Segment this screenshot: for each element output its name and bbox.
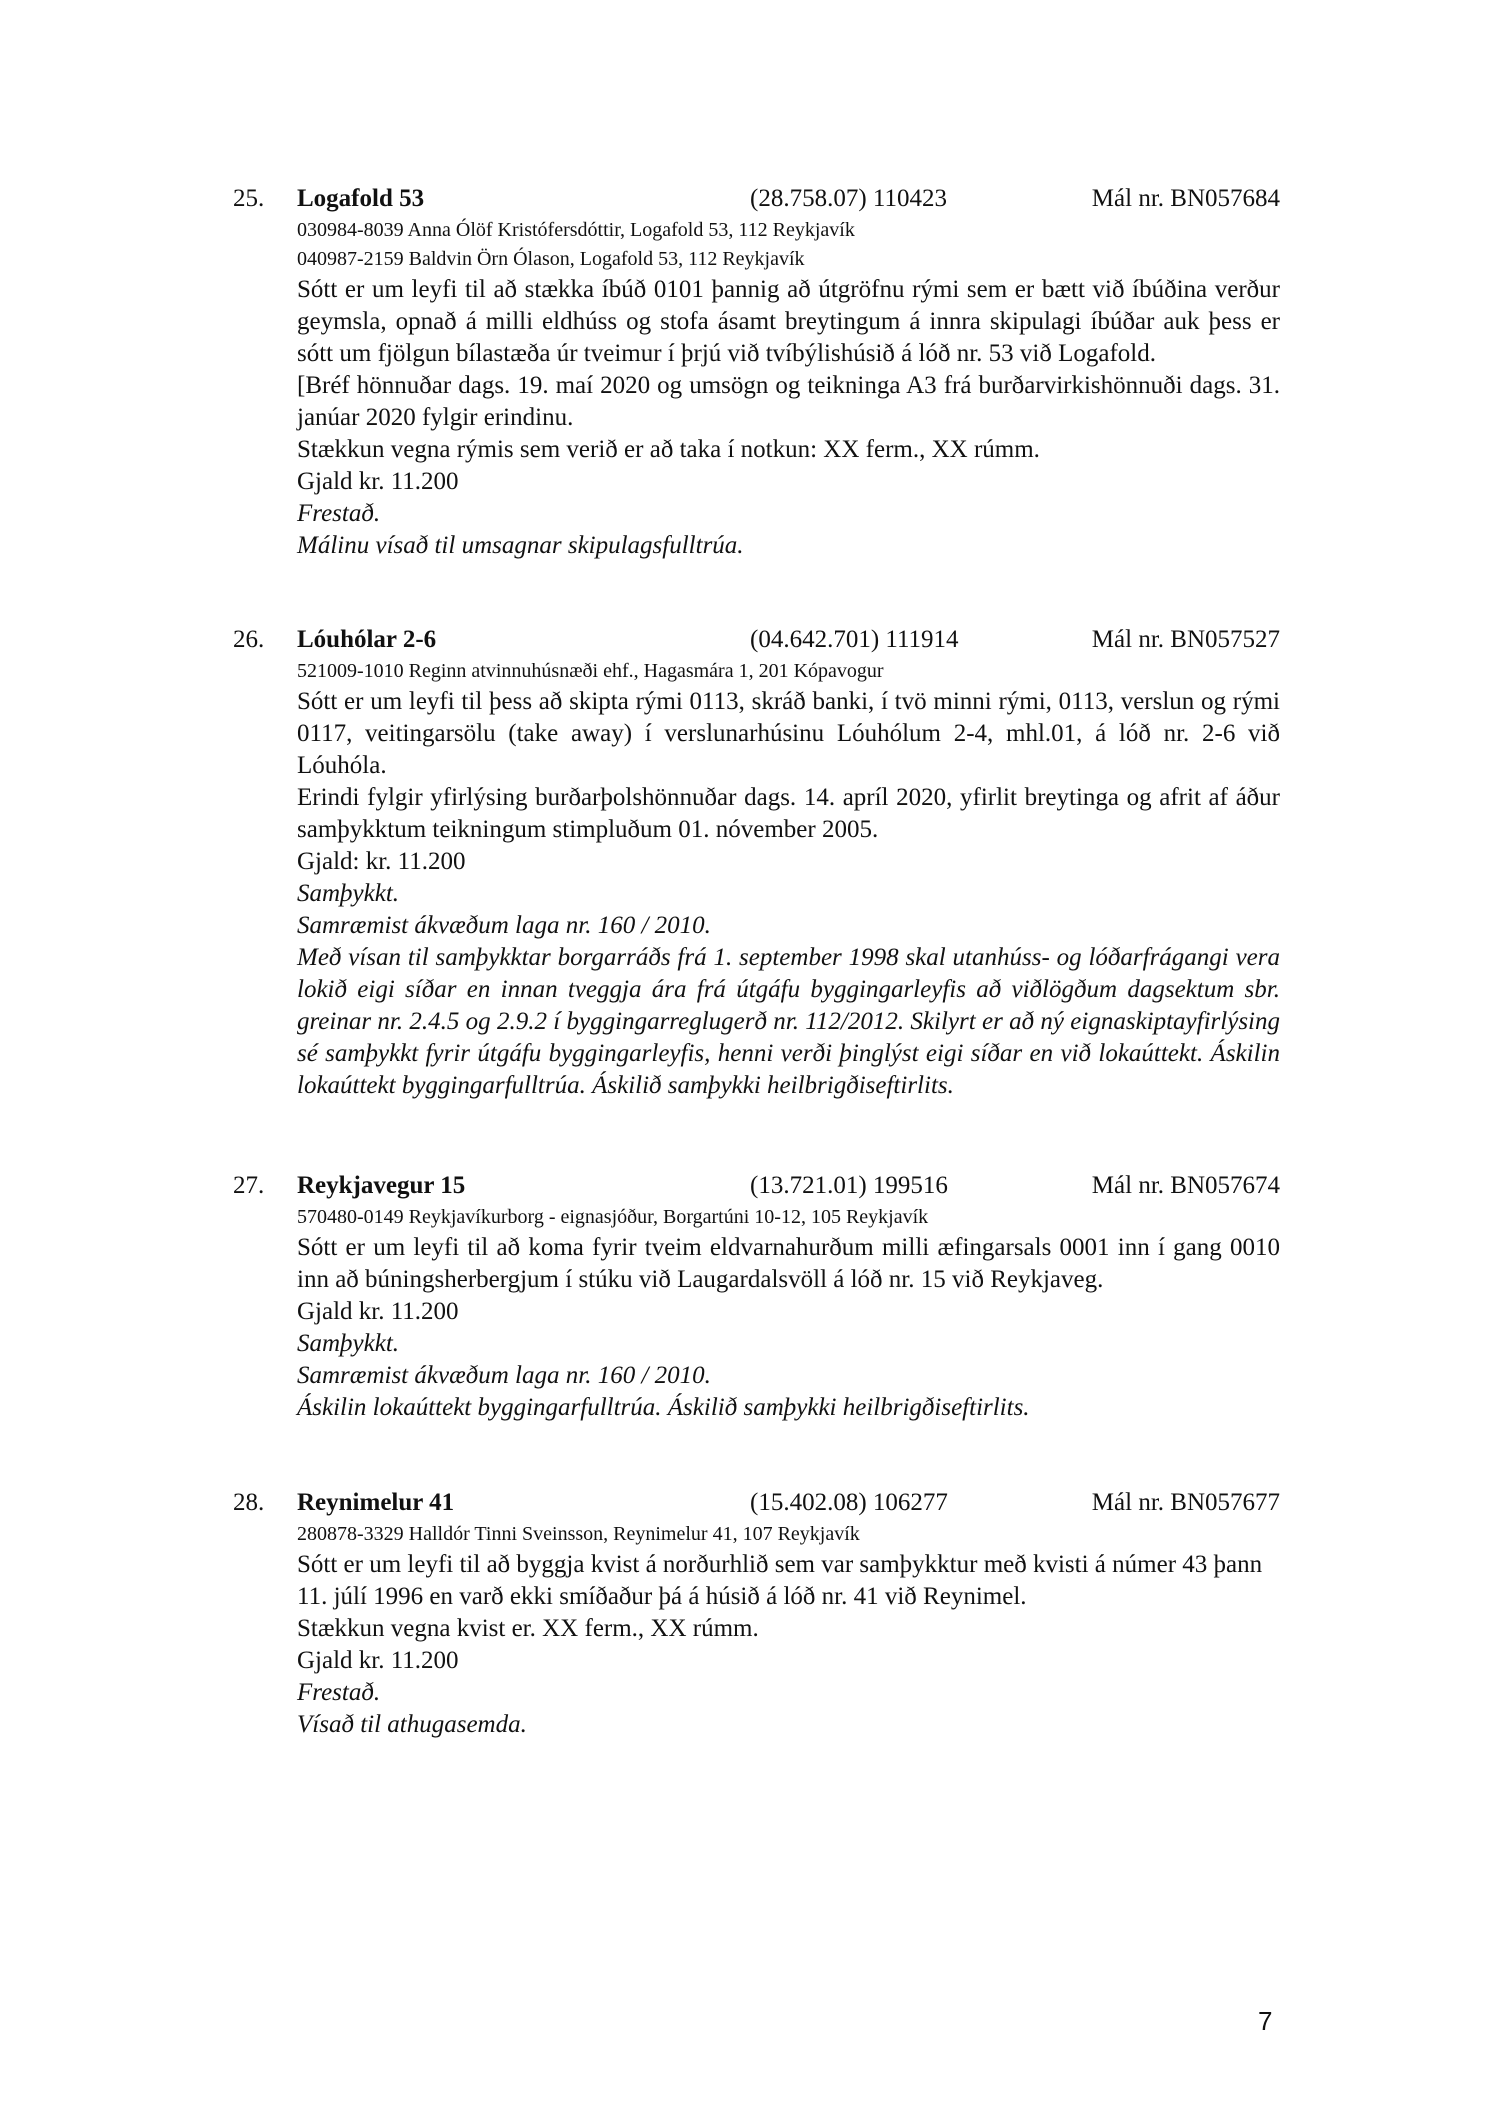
enlargement-note: Stækkun vegna rýmis sem verið er að taka í notkun: XX ferm., XX rúmm. (297, 436, 1040, 463)
case-number: Mál nr. BN057527 (1091, 626, 1280, 653)
entry-header (233, 1169, 1280, 1203)
case-entry-28 (233, 1486, 1280, 1741)
decision-notes: Vísað til athugasemda. (297, 1711, 527, 1738)
attachments-note: Erindi fylgir yfirlýsing burðarþolshönnuðar dags. 14. apríl 2020, yfirlit breytinga og afrit af áður samþykktum teikningum stimpluðum 01. nóvember 2005. (297, 784, 1280, 843)
case-number: Mál nr. BN057674 (1091, 1172, 1280, 1199)
conformity-note: Samræmist ákvæðum laga nr. 160 / 2010. (297, 912, 711, 939)
entry-number: 27. (233, 1172, 265, 1199)
entry-number: 26. (233, 626, 265, 653)
applicant-line: 030984-8039 Anna Ólöf Kristófersdóttir, Logafold 53, 112 Reykjavík (297, 219, 855, 241)
entry-body (297, 1203, 1280, 1424)
decision: Frestað. (297, 1679, 381, 1706)
applicant-line: 570480-0149 Reykjavíkurborg - eignasjóður, Borgartúni 10-12, 105 Reykjavík (297, 1206, 929, 1228)
land-number: (13.721.01) 199516 (750, 1172, 948, 1199)
applicant-line: 521009-1010 Reginn atvinnuhúsnæði ehf., Hagasmára 1, 201 Kópavogur (297, 660, 884, 682)
decision: Frestað. (297, 500, 381, 527)
entry-body (297, 216, 1280, 562)
applicant-line: 040987-2159 Baldvin Örn Ólason, Logafold 53, 112 Reykjavík (297, 248, 805, 270)
fee: Gjald kr. 11.200 (297, 468, 459, 495)
case-entry-27 (233, 1169, 1280, 1424)
application-description: Sótt er um leyfi til að koma fyrir tveim eldvarnahurðum milli æfingarsals 0001 inn í gang 0010 inn að búningsherbergjum í stúku við Laugardalsvöll á lóð nr. 15 við Reykjaveg. (297, 1234, 1280, 1293)
application-description: Sótt er um leyfi til þess að skipta rými 0113, skráð banki, í tvö minni rými, 0113, verslun og rými 0117, veitingarsölu (take away) í verslunarhúsinu Lóuhólum 2-4, mhl.01, á lóð nr. 2-6 við Lóuhóla. (297, 688, 1280, 779)
entry-number: 25. (233, 185, 265, 212)
decision-notes: Málinu vísað til umsagnar skipulagsfulltrúa. (297, 532, 744, 559)
application-description: Sótt er um leyfi til að stækka íbúð 0101 þannig að útgröfnu rými sem er bætt við íbúðina verður geymsla, opnað á milli eldhúss og stofa ásamt breytingum á innra skipulagi íbúðar auk þess er sótt um fjölgun bílastæða úr tveimur í þrjú við tvíbýlishúsið á lóð nr. 53 við Logafold. (297, 276, 1280, 367)
case-number: Mál nr. BN057677 (1091, 1489, 1280, 1516)
fee: Gjald: kr. 11.200 (297, 848, 466, 875)
decision: Samþykkt. (297, 1330, 400, 1357)
property-address: Lóuhólar 2-6 (297, 626, 437, 653)
land-number: (28.758.07) 110423 (750, 185, 947, 212)
decision-notes: Áskilin lokaúttekt byggingarfulltrúa. Áskilið samþykki heilbrigðiseftirlits. (297, 1394, 1030, 1421)
attachments-note: [Bréf hönnuðar dags. 19. maí 2020 og umsögn og teikninga A3 frá burðarvirkishönnuði dags. 31. janúar 2020 fylgir erindinu. (297, 372, 1280, 431)
page-number: 7 (1258, 2006, 1273, 2036)
case-entry-26 (233, 623, 1280, 1102)
land-number: (15.402.08) 106277 (750, 1489, 948, 1516)
fee: Gjald kr. 11.200 (297, 1647, 459, 1674)
decision-notes: Með vísan til samþykktar borgarráðs frá 1. september 1998 skal utanhúss- og lóðarfrágangi vera lokið eigi síðar en innan tveggja ára frá útgáfu byggingarleyfis að viðlögðum dagsektum sbr. greinar nr. 2.4.5 og 2.9.2 í byggingarreglugerð nr. 112/2012. Skilyrt er að ný eignaskiptayfirlýsing sé samþykkt fyrir útgáfu byggingarleyfis, henni verði þinglýst eigi síðar en við lokaúttekt. Áskilin lokaúttekt byggingarfulltrúa. Áskilið samþykki heilbrigðiseftirlits. (297, 944, 1280, 1099)
property-address: Logafold 53 (297, 185, 425, 212)
property-address: Reynimelur 41 (297, 1489, 455, 1516)
entry-header (233, 1486, 1280, 1520)
case-number: Mál nr. BN057684 (1091, 185, 1280, 212)
entry-header (233, 182, 1280, 216)
entry-header (233, 623, 1280, 657)
entry-number: 28. (233, 1489, 265, 1516)
applicant-line: 280878-3329 Halldór Tinni Sveinsson, Reynimelur 41, 107 Reykjavík (297, 1523, 860, 1545)
conformity-note: Samræmist ákvæðum laga nr. 160 / 2010. (297, 1362, 711, 1389)
application-description: Sótt er um leyfi til að byggja kvist á norðurhlið sem var samþykktur með kvisti á númer 43 þann 11. júlí 1996 en varð ekki smíðaður þá á húsið á lóð nr. 41 við Reynimel. (297, 1551, 1263, 1610)
decision: Samþykkt. (297, 880, 400, 907)
entry-body (297, 1520, 1280, 1741)
fee: Gjald kr. 11.200 (297, 1298, 459, 1325)
land-number: (04.642.701) 111914 (750, 626, 959, 653)
entry-body (297, 657, 1280, 1102)
case-entry-25 (233, 182, 1280, 562)
enlargement-note: Stækkun vegna kvist er. XX ferm., XX rúmm. (297, 1615, 759, 1642)
property-address: Reykjavegur 15 (297, 1172, 466, 1199)
